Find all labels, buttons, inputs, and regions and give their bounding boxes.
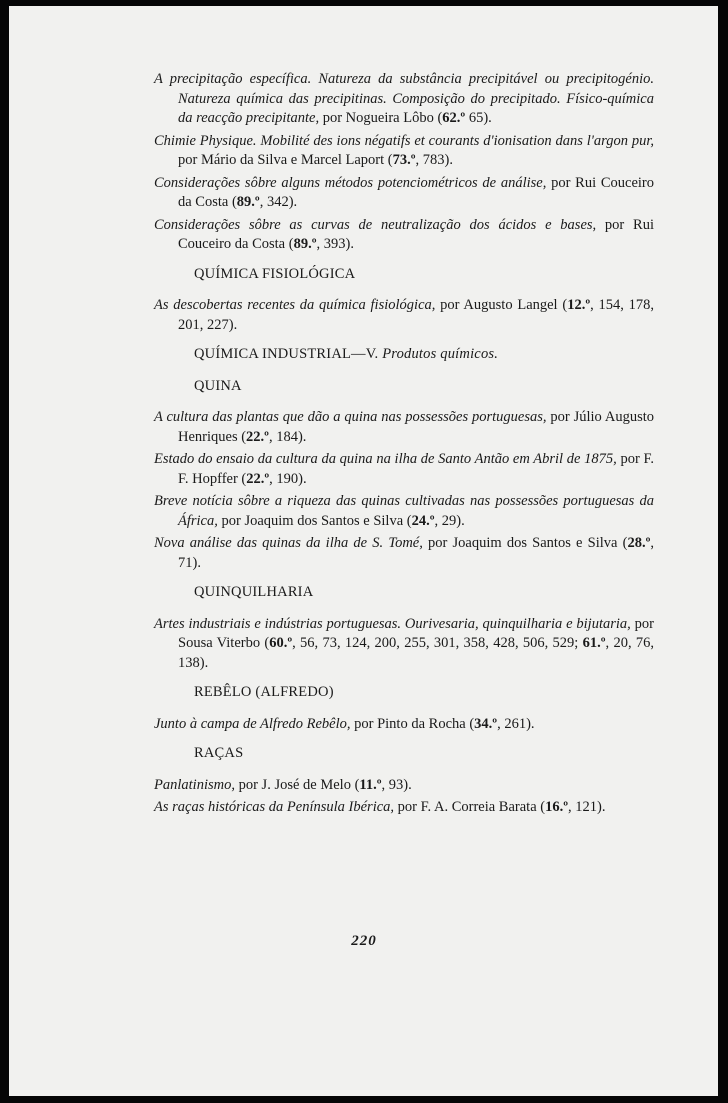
index-entry: A cultura das plantas que dão a quina nas possessões portuguesas, por Júlio Augusto Henriques (22.º, 184).: [154, 409, 654, 445]
index-entry: Chimie Physique. Mobilité des ions négatifs et courants d'ionisation dans l'argon pur, por Mário da Silva e Marcel Laport (73.º, 783).: [154, 132, 654, 168]
index-entry: Considerações sôbre as curvas de neutralização dos ácidos e bases, por Rui Couceiro da Costa (89.º, 393).: [154, 216, 654, 252]
section-heading-racas: RAÇAS: [194, 745, 244, 761]
index-entry: Artes industriais e indústrias portuguesas. Ourivesaria, quinquilharia e bijutaria, por Sousa Viterbo (60.º, 56, 73, 124, 200, 255, 301, 358, 428, 506, 529; 61.º, 20, 76, 138).: [154, 615, 655, 671]
index-entry: Estado do ensaio da cultura da quina na ilha de Santo Antão em Abril de 1875, por F. F. Hopffer (22.º, 190).: [154, 451, 654, 487]
index-content: [154, 70, 654, 821]
index-entry: Breve notícia sôbre a riqueza das quinas cultivadas nas possessões portuguesas da África, por Joaquim dos Santos e Silva (24.º, 29).: [154, 493, 654, 529]
section-heading-quimica-industrial: QUÍMICA INDUSTRIAL—V. Produtos químicos.: [194, 346, 499, 362]
section-heading-quinquilharia: QUINQUILHARIA: [194, 584, 314, 600]
index-entry: Considerações sôbre alguns métodos potenciométricos de análise, por Rui Couceiro da Costa (89.º, 342).: [154, 174, 654, 210]
index-entry: Panlatinismo, por J. José de Melo (11.º, 93).: [154, 776, 412, 793]
section-heading-rebelo: REBÊLO (ALFREDO): [194, 684, 334, 700]
index-entry: Junto à campa de Alfredo Rebêlo, por Pinto da Rocha (34.º, 261).: [154, 715, 535, 732]
index-entry: Nova análise das quinas da ilha de S. Tomé, por Joaquim dos Santos e Silva (28.º, 71).: [154, 535, 654, 571]
page-number: 220: [351, 933, 377, 949]
index-entry: As descobertas recentes da química fisiológica, por Augusto Langel (12.º, 154, 178, 201, 227).: [154, 297, 654, 333]
index-entry: A precipitação específica. Natureza da substância precipitável ou precipitogénio. Natureza química das precipitinas. Composição do precipitado. Físico-química da reacção precipitante, por Nogueira Lôbo (62.º 65).: [154, 71, 654, 126]
index-entry: As raças históricas da Península Ibérica, por F. A. Correia Barata (16.º, 121).: [154, 799, 606, 815]
section-heading-quimica-fisiologica: QUÍMICA FISIOLÓGICA: [194, 265, 356, 282]
section-heading-quina: QUINA: [194, 377, 242, 394]
